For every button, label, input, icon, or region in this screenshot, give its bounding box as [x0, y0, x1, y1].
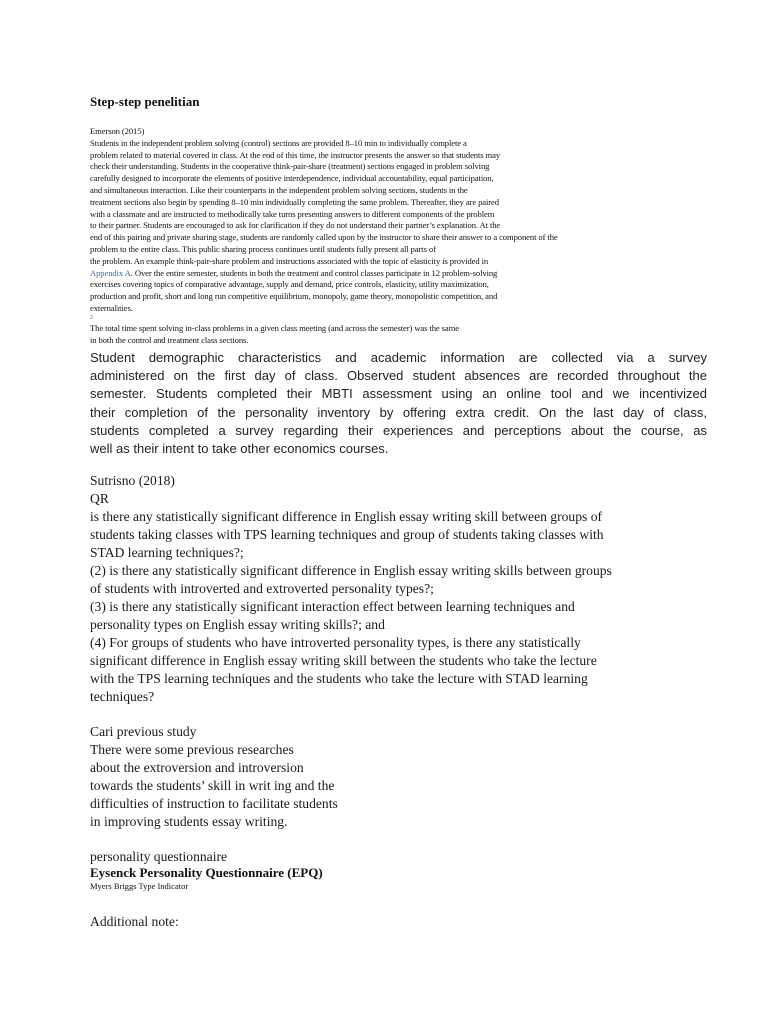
- excerpt-line-appendix: [90, 268, 670, 280]
- question-line: of students with introverted and extroverted personality types?;: [90, 581, 434, 596]
- qr-label: QR: [90, 491, 109, 506]
- appendix-rest-text: . Over the entire semester, students in both the treatment and control classes participate in 12 problem-solving: [130, 267, 498, 278]
- question-line: with the TPS learning techniques and the students who take the lecture with STAD learning: [90, 671, 588, 686]
- question-line: STAD learning techniques?;: [90, 545, 244, 560]
- sutrisno-citation: Sutrisno (2018): [90, 473, 175, 488]
- appendix-a-link[interactable]: Appendix A: [90, 267, 131, 278]
- previous-study-line: towards the students’ skill in writ ing and the: [90, 778, 335, 793]
- excerpt-line: and simultaneous interaction. Like their counterparts in the independent problem solving sections, students in the: [90, 184, 468, 195]
- excerpt-line: problem to the entire class. This public sharing process continues until students fully present all parts of: [90, 243, 436, 254]
- previous-study-line: difficulties of instruction to facilitate students: [90, 796, 338, 811]
- footnote-marker[interactable]: 2: [90, 314, 93, 321]
- paragraph-line: administered on the first day of class. Observed student absences are recorded throughout the: [90, 368, 707, 384]
- survey-paragraph: [90, 349, 707, 458]
- paragraph-line: well as their intent to take other economics courses.: [90, 441, 389, 457]
- questionnaire-title: personality questionnaire: [90, 849, 228, 864]
- previous-study-line: about the extroversion and introversion: [90, 760, 304, 775]
- excerpt-line: problem related to material covered in class. At the end of this time, the instructor presents the answer so that students may: [90, 149, 501, 160]
- paragraph-line: semester. Students completed their MBTI assessment using an online tool and we incentivized: [90, 386, 707, 402]
- previous-study-title: Cari previous study: [90, 724, 197, 739]
- excerpt-line: production and profit, short and long run competitive equilibrium, monopoly, game theory, monopolistic competition, and: [90, 291, 498, 302]
- additional-note: Additional note:: [90, 914, 179, 929]
- question-line: techniques?: [90, 689, 155, 704]
- paragraph-line: their completion of the personality inventory by offering extra credit. On the last day of class,: [90, 404, 707, 420]
- previous-study-line: There were some previous researches: [90, 742, 294, 757]
- excerpt-line: treatment sections also begin by spending 8–10 min individually completing the same problem. Thereafter, they are paired: [90, 196, 499, 207]
- paragraph-line: Student demographic characteristics and academic information are collected via a survey: [90, 350, 707, 365]
- emerson-citation: Emerson (2015): [90, 126, 145, 136]
- excerpt-line: carefully designed to incorporate the elements of positive interdependence, individual accountability, equal participation,: [90, 173, 494, 184]
- epq-heading: Eysenck Personality Questionnaire (EPQ): [90, 865, 323, 880]
- excerpt-line: the problem. An example think-pair-share problem and instructions associated with the topic of elasticity is provided in: [90, 255, 489, 266]
- excerpt-line: check their understanding. Students in the cooperative think-pair-share (treatment) sections engaged in problem solving: [90, 161, 490, 172]
- previous-study-line: in improving students essay writing.: [90, 814, 288, 829]
- question-line: is there any statistically significant difference in English essay writing skill between groups of: [90, 509, 603, 524]
- question-line: (3) is there any statistically significant interaction effect between learning techniques and: [90, 599, 575, 614]
- excerpt-line: with a classmate and are instructed to methodically take turns presenting answers to different components of the problem: [90, 208, 495, 219]
- previous-study-section: [90, 723, 710, 831]
- excerpt-line: externalities.: [90, 302, 133, 313]
- mbti-label: Myers Briggs Type Indicator: [90, 881, 189, 891]
- excerpt-line: Students in the independent problem solving (control) sections are provided 8–10 min to individually complete a: [90, 137, 467, 148]
- question-line: (4) For groups of students who have introverted personality types, is there any statistically: [90, 635, 581, 650]
- paragraph-line: students completed a survey regarding their experiences and perceptions about the course, as: [90, 422, 707, 438]
- excerpt-line: exercises covering topics of comparative advantage, supply and demand, price controls, elasticity, utility maximization,: [90, 279, 489, 290]
- emerson-excerpt: [90, 126, 670, 346]
- footnote-line: The total time spent solving in-class problems in a given class meeting (and across the semester) was the same: [90, 322, 459, 333]
- page-heading: Step-step penelitian: [90, 94, 200, 109]
- question-line: personality types on English essay writing skills?; and: [90, 617, 385, 632]
- excerpt-line: end of this pairing and private sharing stage, students are randomly called upon by the instructor to share their answer to a component of the: [90, 232, 558, 243]
- sutrisno-section: [90, 472, 710, 706]
- question-line: students taking classes with TPS learning techniques and group of students taking classes with: [90, 527, 604, 542]
- question-line: (2) is there any statistically significant difference in English essay writing skills between groups: [90, 563, 612, 578]
- excerpt-line: to their partner. Students are encouraged to ask for clarification if they do not understand their partner’s explanation. At the: [90, 220, 501, 231]
- question-line: significant difference in English essay writing skill between the students who take the lecture: [90, 653, 597, 668]
- footnote-line: in both the control and treatment class sections.: [90, 334, 249, 345]
